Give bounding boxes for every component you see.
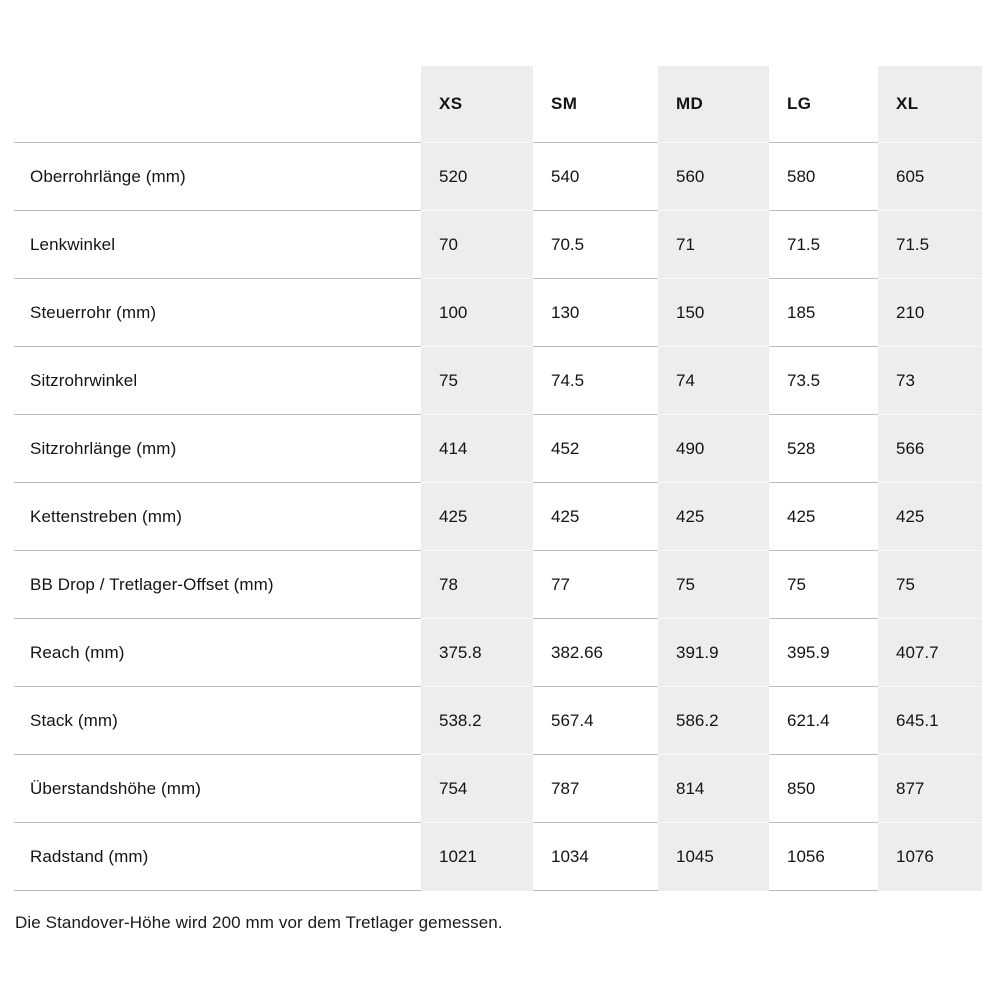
row-label: Kettenstreben (mm)	[14, 483, 421, 551]
cell-value: 1076	[878, 823, 982, 891]
cell-value: 566	[878, 415, 982, 483]
cell-value: 382.66	[533, 619, 658, 687]
cell-value: 1045	[658, 823, 769, 891]
table-row	[14, 619, 982, 687]
row-label: Überstandshöhe (mm)	[14, 755, 421, 823]
cell-value: 70.5	[533, 211, 658, 279]
cell-value: 850	[769, 755, 878, 823]
cell-value: 75	[878, 551, 982, 619]
column-header-lg: LG	[787, 94, 812, 113]
cell-value: 407.7	[878, 619, 982, 687]
cell-value: 621.4	[769, 687, 878, 755]
cell-value: 605	[878, 143, 982, 211]
cell-value: 77	[533, 551, 658, 619]
cell-value: 1056	[769, 823, 878, 891]
cell-value: 1034	[533, 823, 658, 891]
cell-value: 452	[533, 415, 658, 483]
cell-value: 74.5	[533, 347, 658, 415]
cell-value: 877	[878, 755, 982, 823]
cell-value: 645.1	[878, 687, 982, 755]
cell-value: 71.5	[769, 211, 878, 279]
cell-value: 425	[421, 483, 533, 551]
table-row	[14, 823, 982, 891]
cell-value: 210	[878, 279, 982, 347]
cell-value: 73	[878, 347, 982, 415]
table-row	[14, 687, 982, 755]
cell-value: 75	[421, 347, 533, 415]
cell-value: 490	[658, 415, 769, 483]
row-label: Sitzrohrwinkel	[14, 347, 421, 415]
geometry-table	[14, 66, 982, 891]
cell-value: 185	[769, 279, 878, 347]
cell-value: 73.5	[769, 347, 878, 415]
cell-value: 814	[658, 755, 769, 823]
row-label: Sitzrohrlänge (mm)	[14, 415, 421, 483]
table-row	[14, 755, 982, 823]
cell-value: 787	[533, 755, 658, 823]
row-label: Steuerrohr (mm)	[14, 279, 421, 347]
row-label: BB Drop / Tretlager-Offset (mm)	[14, 551, 421, 619]
geometry-table-section	[14, 66, 982, 933]
table-row	[14, 483, 982, 551]
column-header-sm: SM	[551, 94, 578, 113]
cell-value: 754	[421, 755, 533, 823]
cell-value: 375.8	[421, 619, 533, 687]
cell-value: 425	[533, 483, 658, 551]
corner-cell	[14, 66, 421, 143]
cell-value: 150	[658, 279, 769, 347]
cell-value: 75	[658, 551, 769, 619]
cell-value: 528	[769, 415, 878, 483]
table-row	[14, 551, 982, 619]
cell-value: 560	[658, 143, 769, 211]
cell-value: 425	[658, 483, 769, 551]
cell-value: 425	[878, 483, 982, 551]
column-header-xl: XL	[878, 66, 982, 143]
cell-value: 100	[421, 279, 533, 347]
cell-value: 130	[533, 279, 658, 347]
table-row	[14, 211, 982, 279]
cell-value: 1021	[421, 823, 533, 891]
cell-value: 74	[658, 347, 769, 415]
cell-value: 391.9	[658, 619, 769, 687]
cell-value: 580	[769, 143, 878, 211]
cell-value: 78	[421, 551, 533, 619]
column-header-md: MD	[658, 66, 769, 143]
table-row	[14, 279, 982, 347]
cell-value: 395.9	[769, 619, 878, 687]
table-row	[14, 143, 982, 211]
row-label: Reach (mm)	[14, 619, 421, 687]
row-label: Stack (mm)	[14, 687, 421, 755]
table-row	[14, 347, 982, 415]
row-label: Oberrohrlänge (mm)	[14, 143, 421, 211]
cell-value: 567.4	[533, 687, 658, 755]
cell-value: 71.5	[878, 211, 982, 279]
table-row	[14, 415, 982, 483]
cell-value: 75	[769, 551, 878, 619]
row-label: Lenkwinkel	[14, 211, 421, 279]
header-row	[14, 66, 982, 143]
cell-value: 538.2	[421, 687, 533, 755]
column-header-xs: XS	[421, 66, 533, 143]
cell-value: 540	[533, 143, 658, 211]
cell-value: 71	[658, 211, 769, 279]
cell-value: 70	[421, 211, 533, 279]
standover-footnote: Die Standover-Höhe wird 200 mm vor dem Tretlager gemessen.	[15, 913, 503, 932]
cell-value: 520	[421, 143, 533, 211]
row-label: Radstand (mm)	[14, 823, 421, 891]
cell-value: 414	[421, 415, 533, 483]
cell-value: 425	[769, 483, 878, 551]
cell-value: 586.2	[658, 687, 769, 755]
